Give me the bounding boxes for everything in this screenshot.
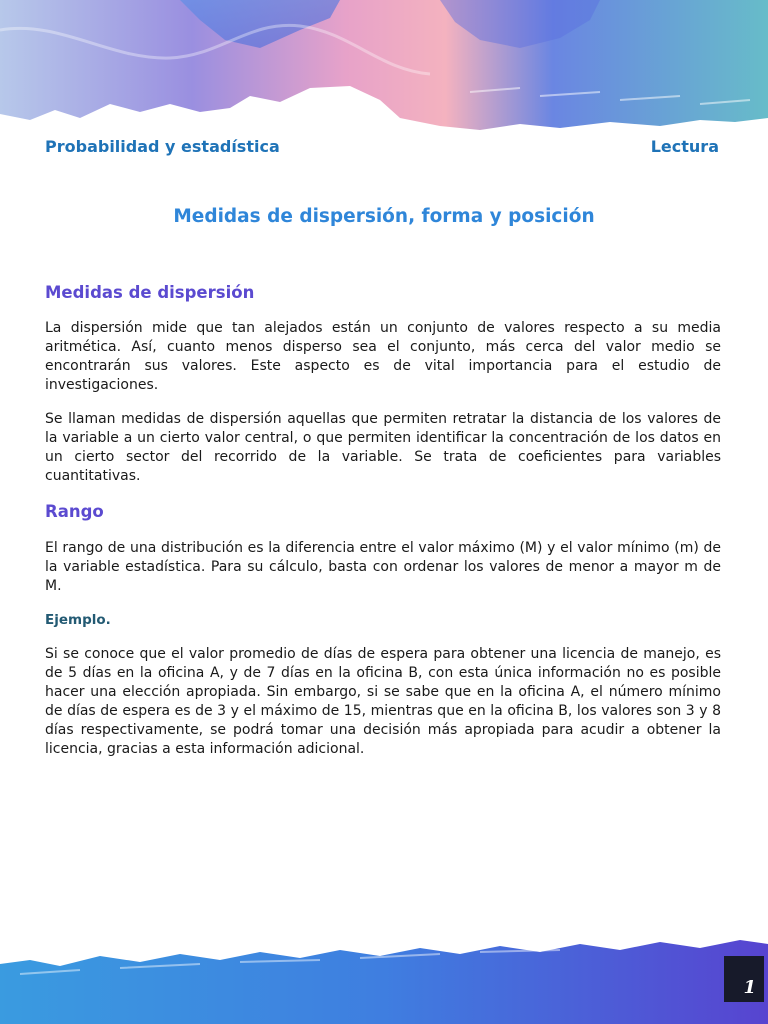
course-title: Probabilidad y estadística: [45, 137, 280, 156]
bottom-decorative-banner: [0, 934, 768, 1024]
page-number: 1: [743, 977, 756, 998]
paragraph-example: Si se conoce que el valor promedio de días de espera para obtener una licencia de manejo, es de 5 días en la oficina A, y de 7 días en la oficina B, con esta única información no es posible hacer una elección apropiada. Sin embargo, si se sabe que en la oficina A, el número mínimo de días de espera es de 3 y el máximo de 15, mientras que en la oficina B, los valores son 3 y 8 días respectivamente, se podrá tomar una decisión más apropiada para acudir a obtener la licencia, gracias a esta información adicional.: [45, 646, 721, 757]
paragraph-dispersion-definition: La dispersión mide que tan alejados están un conjunto de valores respecto a su media aritmética. Así, cuanto menos disperso sea el conjunto, más cerca del valor medio se encontrarán sus valores. Este aspecto es de vital importancia para el estudio de investigaciones.: [45, 320, 721, 393]
section-heading-dispersion: Medidas de dispersión: [45, 283, 255, 302]
paragraph-rango-definition: El rango de una distribución es la diferencia entre el valor máximo (M) y el valor mínimo (m) de la variable estadística. Para su cálculo, basta con ordenar los valores de menor a mayor m de M.: [45, 540, 721, 594]
document-title: Medidas de dispersión, forma y posición: [173, 206, 595, 227]
page-number-badge: [724, 956, 764, 1002]
document-type-label: Lectura: [650, 137, 719, 156]
example-label: Ejemplo.: [45, 612, 111, 628]
paragraph-dispersion-measures: Se llaman medidas de dispersión aquellas que permiten retratar la distancia de los valores de la variable a un cierto valor central, o que permiten identificar la concentración de los datos en un cierto sector del recorrido de la variable. Se trata de coeficientes para variables cuantitativas.: [45, 411, 721, 484]
top-decorative-banner: [0, 0, 768, 140]
section-heading-rango: Rango: [45, 502, 104, 521]
